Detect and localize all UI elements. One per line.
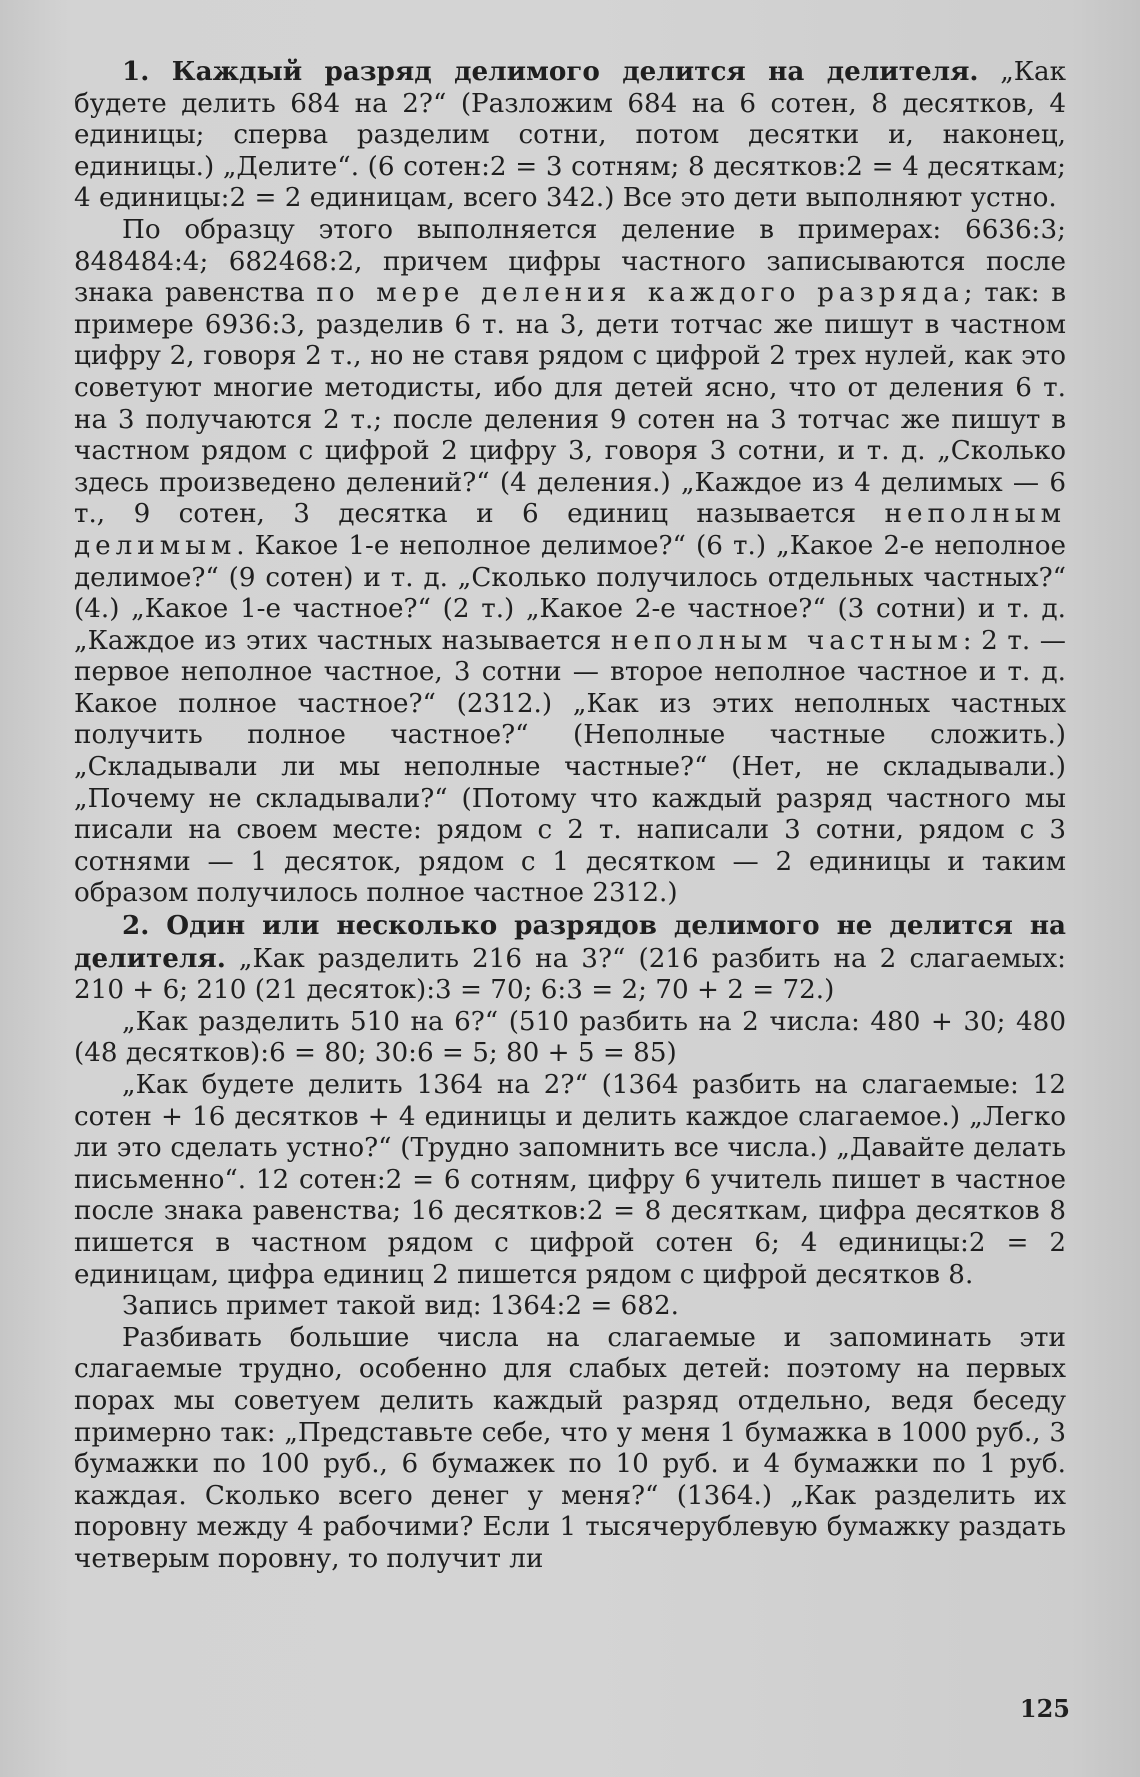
paragraph-7-text: Разбивать большие числа на слагаемые и запоминать эти слагаемые трудно, особенно для слабых детей: поэтому на первых порах мы советуем делить каждый разряд отдельно, ведя беседу примерно так: „Представьте себе, что у меня 1 бумажка в 1000 руб., 3 бумажки по 100 руб., 6 бумажек по 10 руб. и 4 бумажки по 1 руб. каждая. Сколько всего денег у меня?“ (1364.) „Как разделить их поровну между 4 рабочими? Если 1 тысячерублевую бумажку раздать четверым поровну, то получит ли: [74, 1322, 1066, 1574]
section-heading-2: 2. Один или несколько разрядов делимого не делится на делителя.: [74, 910, 1066, 974]
spaced-phrase-2: неполным делимым: [74, 499, 1066, 561]
spaced-phrase-3: неполным частным: [610, 625, 963, 656]
spaced-phrase-1: по мере деления каждого разряда: [316, 278, 964, 309]
paragraph-3-text: „Как разделить 216 на 3?“ (216 разбить на 2 слагаемых: 210 + 6; 210 (21 десяток):3 = 70; 6:3 = 2; 70 + 2 = 72.): [74, 943, 1066, 1006]
paragraph-2-text-c: . Какое 1-е неполное делимое?“ (6 т.) „Какое 2-е неполное делимое?“ (9 сотен) и т. д. „Сколько получилось отдельных частных?“ (4.) „Какое 1-е частное?“ (2 т.) „Какое 2-е частное?“ (3 сотни) и т. д. „Каждое из этих частных называется: [74, 530, 1066, 656]
paragraph-4: [74, 1007, 1066, 1070]
page-number: 125: [1019, 1694, 1070, 1723]
paragraph-7: [74, 1323, 1066, 1576]
paragraph-2-text-d: : 2 т. — первое неполное частное, 3 сотни — второе неполное частное и т. д. Какое полное частное?“ (2312.) „Как из этих неполных частных получить полное частное?“ (Неполные частные сложить.) „Складывали ли мы неполные частные?“ (Нет, не складывали.) „Почему не складывали?“ (Потому что каждый разряд частного мы писали на своем месте: рядом с 2 т. написали 3 сотни, рядом с 3 сотнями — 1 десяток, рядом с 1 десятком — 2 единицы и таким образом получилось полное частное 2312.): [74, 625, 1066, 909]
paragraph-1: [74, 56, 1066, 215]
paragraph-2-text-a: По образцу этого выполняется деление в примерах: 6636:3; 848484:4; 682468:2, причем цифры частного записываются после знака равенства: [74, 214, 1066, 309]
paragraph-6-text: Запись примет такой вид: 1364:2 = 682.: [122, 1291, 679, 1322]
paragraph-5-text: „Как будете делить 1364 на 2?“ (1364 разбить на слагаемые: 12 сотен + 16 десятков + 4 единицы и делить каждое слагаемое.) „Легко ли это сделать устно?“ (Трудно запомнить все числа.) „Давайте делать письменно“. 12 сотен:2 = 6 сотням, цифру 6 учитель пишет в частное после знака равенства; 16 десятков:2 = 8 десяткам, цифра десятков 8 пишется в частном рядом с цифрой сотен 6; 4 единицы:2 = 2 единицам, цифра единиц 2 пишется рядом с цифрой десятков 8.: [74, 1070, 1066, 1290]
page-body: [74, 56, 1066, 1576]
paragraph-3: [74, 910, 1066, 1007]
paragraph-1-text: „Как будете делить 684 на 2?“ (Разложим 684 на 6 сотен, 8 десятков, 4 единицы; сперва разделим сотни, потом десятки и, наконец, единицы.) „Делите“. (6 сотен:2 = 3 сотням; 8 десятков:2 = 4 десяткам; 4 единицы:2 = 2 единицам, всего 342.) Все это дети выполняют устно.: [74, 57, 1067, 214]
paragraph-5: [74, 1070, 1066, 1291]
section-heading-1: 1. Каждый разряд делимого делится на делителя.: [122, 56, 979, 87]
paragraph-6: [74, 1291, 1066, 1323]
paragraph-2-text-b: ; так: в примере 6936:3, разделив 6 т. на 3, дети тотчас же пишут в частном цифру 2, говоря 2 т., но не ставя рядом с цифрой 2 трех нулей, как это советуют многие методисты, ибо для детей ясно, что от деления 6 т. на 3 получаются 2 т.; после деления 9 сотен на 3 тотчас же пишут в частном рядом с цифрой 2 цифру 3, говоря 3 сотни, и т. д. „Сколько здесь произведено делений?“ (4 деления.) „Каждое из 4 делимых — 6 т., 9 сотен, 3 десятка и 6 единиц называется: [74, 278, 1066, 530]
paragraph-4-text: „Как разделить 510 на 6?“ (510 разбить на 2 числа: 480 + 30; 480 (48 десятков):6 = 80; 30:6 = 5; 80 + 5 = 85): [74, 1006, 1066, 1069]
paragraph-2: [74, 215, 1066, 910]
